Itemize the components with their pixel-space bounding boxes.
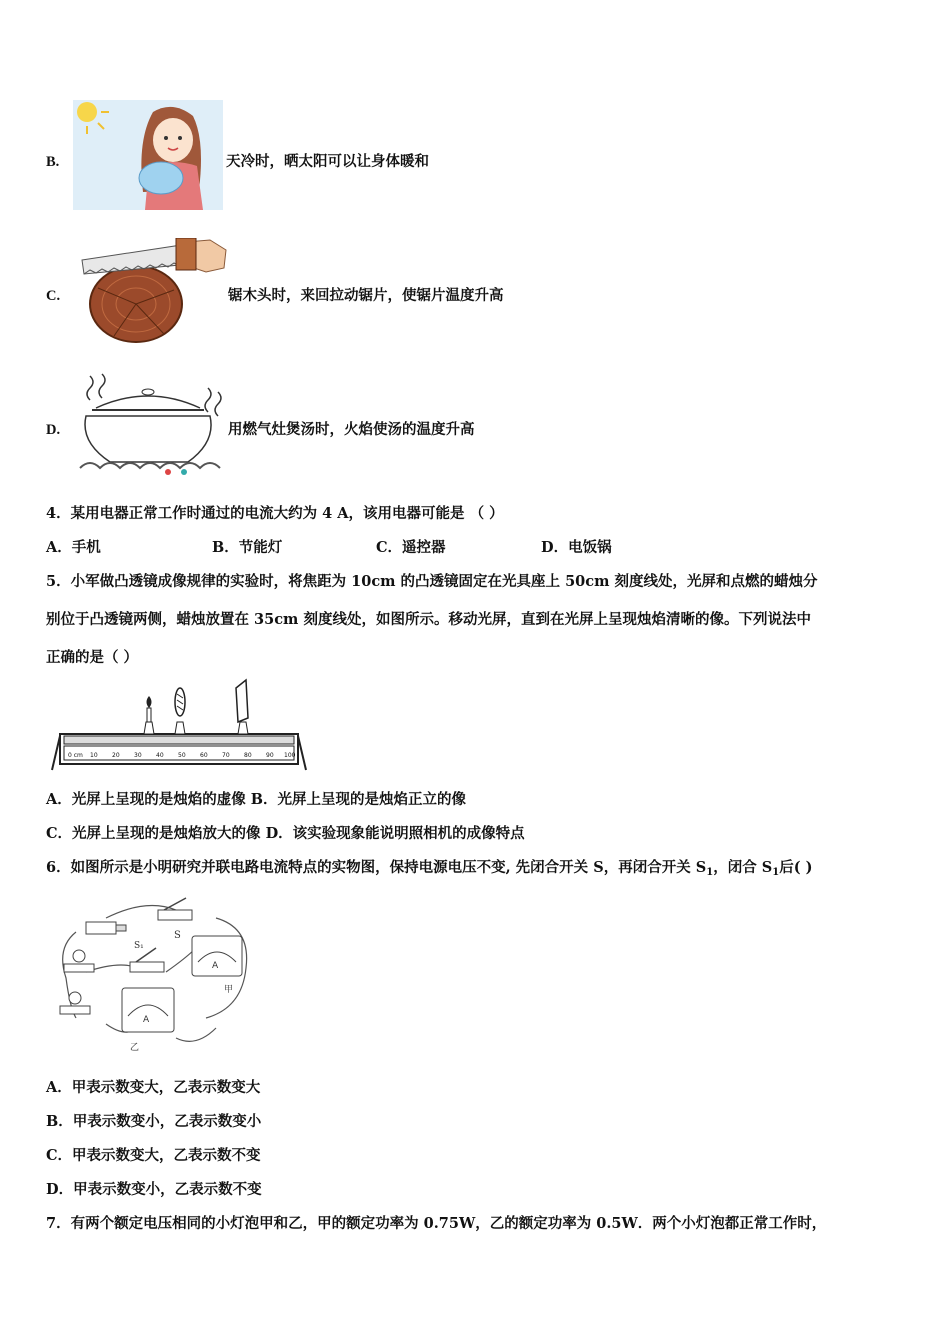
- ruler-tick: 60: [200, 752, 208, 759]
- light-screen: [236, 680, 248, 734]
- q6-option-c: C．甲表示数变大，乙表示数不变: [46, 1147, 261, 1164]
- ruler-tick: 30: [134, 752, 142, 759]
- q5-stem-line-1: 5．小军做凸透镜成像规律的实验时，将焦距为 10cm 的凸透镜固定在光具座上 50cm 刻度线处，光屏和点燃的蜡烛分: [46, 573, 818, 590]
- ruler-tick: 80: [244, 752, 252, 759]
- q7-stem: 7．有两个额定电压相同的小灯泡甲和乙，甲的额定功率为 0.75W，乙的额定功率为 0.5W．两个小灯泡都正常工作时，: [46, 1215, 827, 1232]
- q6-stem-mid: ，闭合 S: [713, 859, 773, 876]
- candle: [144, 696, 154, 734]
- bulb-1: [64, 950, 94, 972]
- q4-option-b: B．节能灯: [212, 539, 283, 556]
- switch-s-label: S: [174, 930, 181, 941]
- sunbathing-girl-image: [73, 100, 223, 210]
- ruler-tick: 90: [266, 752, 274, 759]
- q6-stem-end: 后( ): [779, 859, 813, 876]
- q6-option-a: A．甲表示数变大，乙表示数变大: [46, 1079, 261, 1096]
- ammeter-jia-label: 甲: [224, 985, 234, 995]
- q6-stem-sub1: 1: [706, 867, 714, 878]
- switch-s1: [130, 941, 164, 972]
- option-b-text: 天冷时，晒太阳可以让身体暖和: [226, 153, 429, 170]
- q5-options-row-1: A．光屏上呈现的是烛焰的虚像 B．光屏上呈现的是烛焰正立的像: [46, 791, 467, 808]
- convex-lens: [175, 688, 185, 734]
- q5-stem-line-3: 正确的是（ ）: [46, 649, 139, 666]
- bulb-2: [60, 992, 90, 1014]
- switch-s1-label: S₁: [134, 941, 144, 951]
- ruler-tick: 100: [284, 752, 296, 759]
- ruler-tick: 50: [178, 752, 186, 759]
- ammeter-jia: [192, 936, 242, 995]
- ruler-tick: 40: [156, 752, 164, 759]
- q6-stem: [46, 858, 812, 883]
- q4-option-d: D．电饭锅: [541, 539, 612, 556]
- option-c-text: 锯木头时，来回拉动锯片，使锯片温度升高: [228, 287, 504, 304]
- ammeter-jia-unit: A: [212, 961, 219, 971]
- ruler-tick: 10: [90, 752, 98, 759]
- q6-option-d: D．甲表示数变小，乙表示数不变: [46, 1181, 262, 1198]
- q5-options-row-2: C．光屏上呈现的是烛焰放大的像 D．该实验现象能说明照相机的成像特点: [46, 825, 525, 842]
- ruler-tick: 70: [222, 752, 230, 759]
- q6-option-b: B．甲表示数变小，乙表示数变小: [46, 1113, 262, 1130]
- ammeter-yi: [122, 988, 174, 1053]
- option-d-letter: D.: [46, 422, 61, 438]
- option-c-letter: C.: [46, 288, 61, 304]
- ruler-tick: 0 cm: [68, 752, 83, 759]
- parallel-circuit-diagram: [46, 888, 266, 1060]
- ammeter-yi-label: 乙: [130, 1043, 140, 1053]
- ammeter-yi-unit: A: [143, 1015, 150, 1025]
- sawing-wood-image: [78, 238, 228, 343]
- q4-option-c: C．遥控器: [376, 539, 446, 556]
- q4-option-a: A．手机: [46, 539, 101, 556]
- q4-stem: 4．某用电器正常工作时通过的电流大约为 4 A，该用电器可能是 （ ）: [46, 505, 504, 522]
- q5-stem-line-2: 别位于凸透镜两侧，蜡烛放置在 35cm 刻度线处，如图所示。移动光屏，直到在光屏上呈现烛焰清晰的像。下列说法中: [46, 611, 811, 628]
- optical-bench-diagram: [50, 678, 310, 772]
- soup-pot-image: [76, 372, 226, 480]
- ruler-tick: 20: [112, 752, 120, 759]
- q6-stem-sub2: 1: [772, 867, 780, 878]
- option-b-letter: B.: [46, 154, 60, 170]
- switch-s: [158, 898, 192, 941]
- option-d-text: 用燃气灶煲汤时，火焰使汤的温度升高: [228, 421, 475, 438]
- q6-stem-main: 6．如图所示是小明研究并联电路电流特点的实物图，保持电源电压不变, 先闭合开关 S，再闭合开关 S: [46, 859, 707, 876]
